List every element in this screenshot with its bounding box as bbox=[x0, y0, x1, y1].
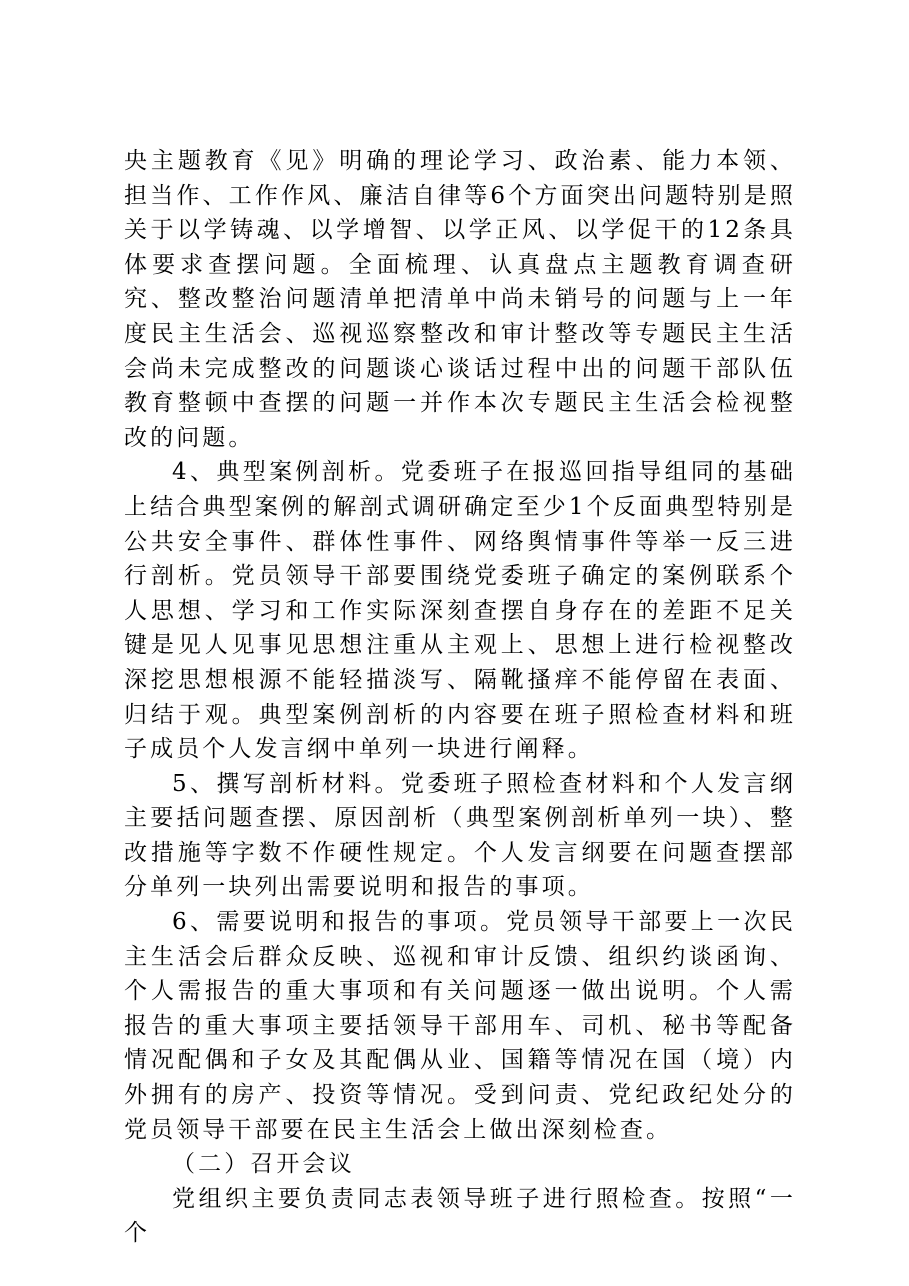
paragraph-write-materials: 5、撰写剖析材料。党委班子照检查材料和个人发言纲主要括问题查摆、原因剖析（典型案例剖析单列一块）、整改措施等字数不作硬性规定。个人发言纲要在问题查摆部分单列一块列出需要说明和报告的事项。 bbox=[124, 770, 796, 901]
paragraph-continuation: 央主题教育《见》明确的理论学习、政治素、能力本领、担当作、工作作风、廉洁自律等6个方面突出问题特别是照关于以学铸魂、以学增智、以学正风、以学促干的12条具体要求查摆问题。全面梳理、认真盘点主题教育调查研究、整改整治问题清单把清单中尚未销号的问题与上一年度民主生活会、巡视巡察整改和审计整改等专题民主生活会尚未完成整改的问题谈心谈话过程中出的问题干部队伍教育整顿中查摆的问题一并作本次专题民主生活会检视整改的问题。 bbox=[124, 148, 796, 451]
section-heading-hold-meeting: （二）召开会议 bbox=[172, 1151, 355, 1178]
paragraph-report-items: 6、需要说明和报告的事项。党员领导干部要上一次民主生活会后群众反映、巡视和审计反馈、组织约谈函询、个人需报告的重大事项和有关问题逐一做出说明。个人需报告的重大事项主要括领导干部用车、司机、秘书等配备情况配偶和子女及其配偶从业、国籍等情况在国（境）内外拥有的房产、投资等情况。受到问责、党纪政纪处分的党员领导干部要在民主生活会上做出深刻检查。 bbox=[124, 909, 796, 1143]
paragraph-meeting-start: 党组织主要负责同志表领导班子进行照检查。按照“一个 bbox=[124, 1185, 796, 1247]
paragraph-case-analysis: 4、典型案例剖析。党委班子在报巡回指导组同的基础上结合典型案例的解剖式调研确定至少1个反面典型特别是公共安全事件、群体性事件、网络舆情事件等举一反三进行剖析。党员领导干部要围绕党委班子确定的案例联系个人思想、学习和工作实际深刻查摆自身存在的差距不足关键是见人见事见思想注重从主观上、思想上进行检视整改深挖思想根源不能轻描淡写、隔靴搔痒不能停留在表面、归结于观。典型案例剖析的内容要在班子照检查材料和班子成员个人发言纲中单列一块进行阐释。 bbox=[124, 459, 796, 763]
document-page bbox=[124, 144, 796, 1251]
